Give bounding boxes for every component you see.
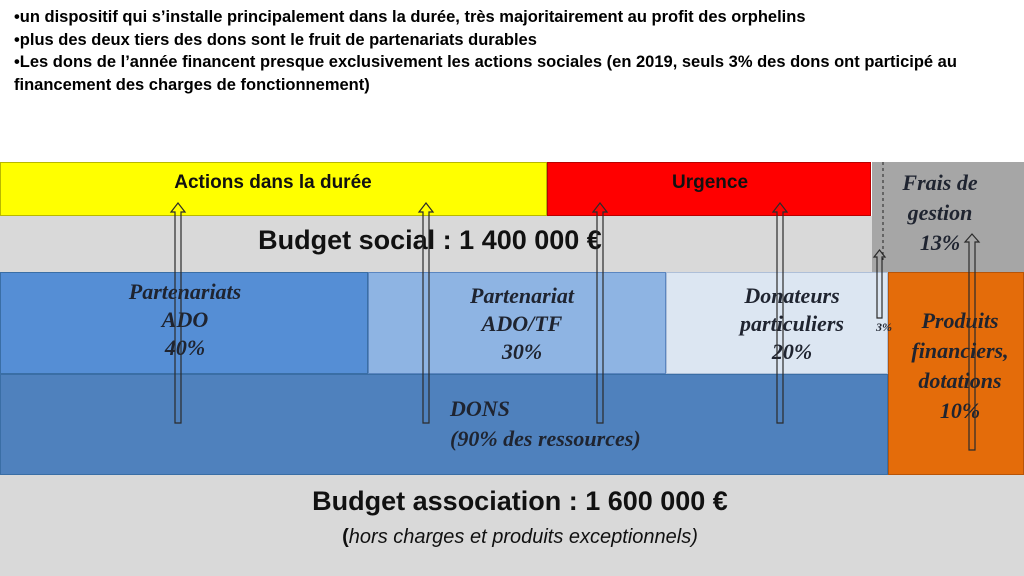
arrow-up-frais [965,234,979,450]
budget-social-label: Budget social : 1 400 000 € [258,225,602,255]
donateurs-line-1: Donateurs [744,283,840,308]
partenariat-ado-tf-line-3: 30% [501,339,543,364]
partenariats-ado-line-2: ADO [161,307,209,332]
donateurs-line-2: particuliers [740,311,844,336]
produits-line-2: financiers, [911,338,1009,363]
three-percent-label: 3% [876,320,892,334]
donateurs-line-3: 20% [771,339,813,364]
arrow-up-3 [593,203,607,423]
frais-gestion-line-2: gestion [907,200,973,225]
bullet-2: •plus des deux tiers des dons sont le fruit de partenariats durables [14,30,537,49]
frais-gestion-line-1: Frais de [902,170,978,195]
bullet-3: •Les dons de l’année financent presque exclusivement les actions sociales (en 2019, seuls 3% des dons ont participé au financement des charges de fonctionnement) [14,53,957,94]
budget-note-paren: ( [342,526,349,548]
bullet-1: •un dispositif qui s’installe principalement dans la durée, très majoritairement au profit des orphelins [14,8,806,26]
dons-line-1: DONS [450,396,510,421]
arrow-up-1 [171,203,185,423]
produits-line-1: Produits [921,308,999,333]
partenariat-ado-tf-line-1: Partenariat [470,283,574,308]
urgence-label: Urgence [671,172,749,193]
arrow-up-4 [773,203,787,423]
actions-duree-label: Actions dans la durée [174,172,372,193]
arrow-up-small [874,250,885,318]
dons-line-2: (90% des ressources) [450,426,641,451]
budget-association-label: Budget association : 1 600 000 € [312,486,728,516]
frais-gestion-line-3: 13% [919,230,961,255]
partenariats-ado-line-3: 40% [164,335,206,360]
partenariats-ado-line-1: Partenariats [128,279,242,304]
arrow-up-2 [419,203,433,423]
partenariat-ado-tf-line-2: ADO/TF [481,311,563,336]
budget-note-text: hors charges et produits exceptionnels) [348,526,698,548]
produits-line-3: dotations [918,368,1002,393]
produits-line-4: 10% [939,398,981,423]
